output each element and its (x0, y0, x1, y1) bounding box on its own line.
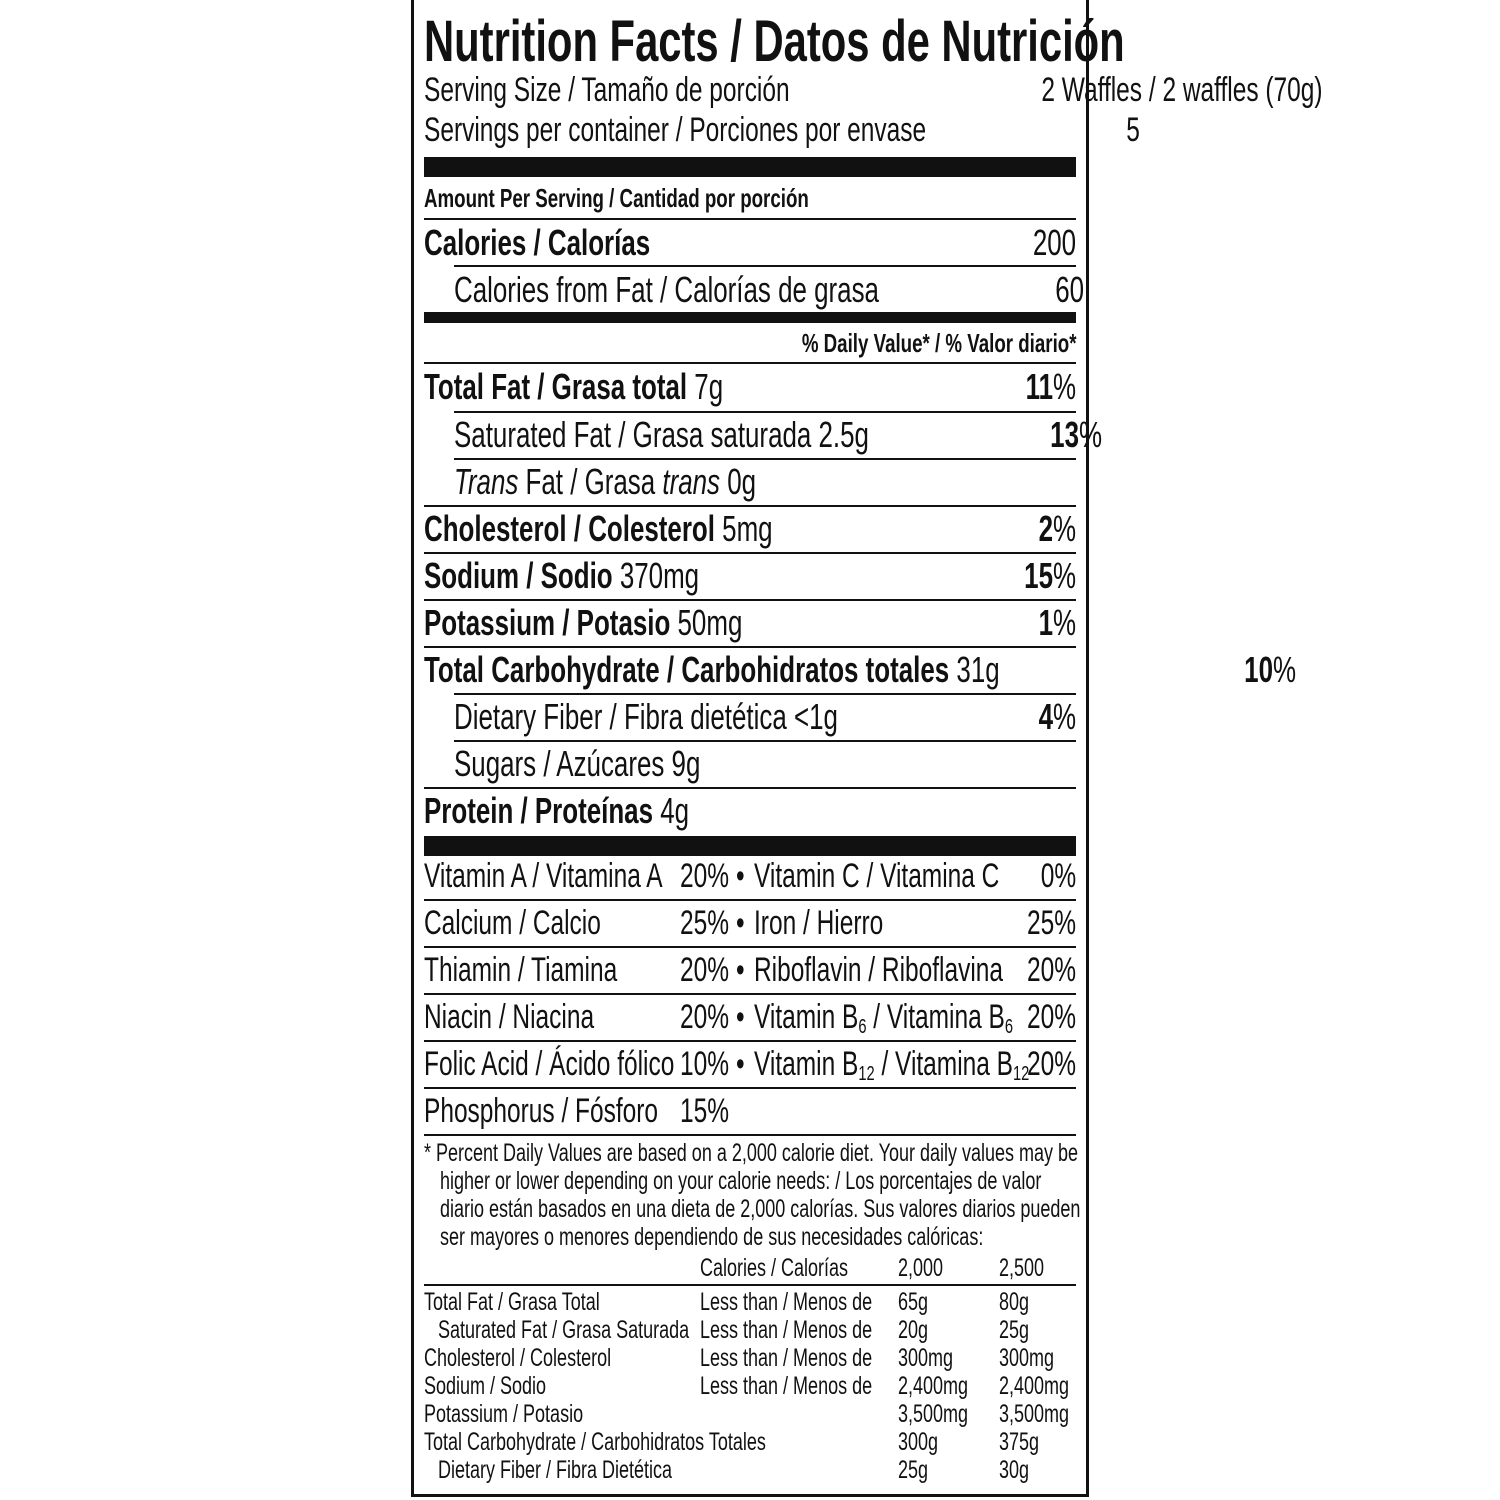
total-carb-pct: 10 (1243, 649, 1273, 690)
divider (424, 1040, 1076, 1042)
divider (454, 265, 1076, 267)
vitamin-label: Vitamin C / Vitamina C (754, 857, 1000, 895)
nutrient-row-saturated-fat: Saturated Fat / Grasa saturada 2.5g 13% (454, 414, 1103, 455)
cholesterol-amount: 5mg (722, 508, 773, 549)
ref-value-2500: 30g (999, 1456, 1030, 1484)
vitamin-pct: 20% (1026, 951, 1076, 989)
vitamin-row (424, 857, 1076, 901)
protein-amount: 4g (660, 790, 690, 831)
divider (424, 946, 1076, 948)
vitamin-label: Vitamin $B_6$ / Vitamina $B_6$ (754, 998, 1013, 1039)
total-carb-label: Total Carbohydrate / Carbohidratos totales (424, 649, 950, 690)
vitamin-row (424, 904, 1076, 948)
servings-value: 5 (1126, 110, 1141, 149)
divider (424, 1087, 1076, 1089)
bullet: • (736, 951, 745, 989)
ref-limit: Less than / Menos de (700, 1344, 873, 1372)
fiber-pct: 4 (1038, 696, 1053, 737)
calories-label: Calories / Calorías (424, 222, 651, 263)
nutrient-row-cholesterol: Cholesterol / Colesterol 5mg 2% (424, 508, 1076, 549)
calories-value: 200 (1032, 222, 1076, 263)
vitamin-label: Iron / Hierro (754, 904, 884, 942)
footnote-line: higher or lower depending on your calorie needs: / Los porcentajes de valor (440, 1167, 1042, 1195)
divider (424, 1134, 1076, 1136)
nutrient-row-total-fat: Total Fat / Grasa total 7g 11% (424, 366, 1076, 407)
vitamin-pct: 0% (1040, 857, 1076, 895)
sugars-label: Sugars / Azúcares 9g (454, 743, 701, 784)
nutrient-row-sugars (454, 741, 1076, 787)
vitamin-label: Vitamin $B_{12}$ / Vitamina $B_{12}$ (754, 1045, 1030, 1086)
ref-value-2500: 300mg (999, 1344, 1055, 1372)
potassium-pct: 1 (1038, 602, 1053, 643)
ref-value-2000: 2,400mg (898, 1372, 969, 1400)
ref-nutrient: Potassium / Potasio (424, 1400, 584, 1428)
sodium-pct: 15 (1024, 555, 1053, 596)
divider-thick (424, 836, 1076, 856)
serving-size-value: 2 Waffles / 2 waffles (70g) (1041, 70, 1323, 109)
amount-header: Amount Per Serving / Cantidad por porción (424, 182, 809, 213)
sodium-amount: 370mg (619, 555, 700, 596)
vitamin-row (424, 1092, 1076, 1136)
protein-label: Protein / Proteínas (424, 790, 654, 831)
label-title: Nutrition Facts / Datos de Nutrición (424, 8, 1125, 74)
sodium-label: Sodium / Sodio (424, 555, 613, 596)
vitamin-label: Vitamin A / Vitamina A (424, 857, 663, 895)
ref-value-2500: 25g (999, 1316, 1030, 1344)
vitamin-pct: 25% (680, 904, 730, 942)
bullet: • (736, 904, 745, 942)
vitamin-pct: 10% (680, 1045, 730, 1083)
nutrient-row-total-carbohydrate: Total Carbohydrate / Carbohidratos totales 31g 10% (424, 649, 1296, 690)
calories-row (424, 222, 1076, 264)
ref-nutrient: Total Carbohydrate / Carbohidratos Totales (424, 1428, 766, 1456)
ref-header-2000: 2,000 (898, 1254, 944, 1282)
vitamin-label: Riboflavin / Riboflavina (754, 951, 1004, 989)
nutrient-row-sodium: Sodium / Sodio 370mg 15% (424, 555, 1076, 596)
ref-value-2000: 3,500mg (898, 1400, 969, 1428)
trans-fat-label: Trans Fat / Grasa trans 0g (454, 461, 757, 502)
nutrient-row-trans-fat (454, 459, 1076, 505)
saturated-fat-pct: 13 (1050, 414, 1080, 455)
vitamin-label: Phosphorus / Fósforo (424, 1092, 659, 1130)
ref-value-2000: 300mg (898, 1344, 954, 1372)
calories-fat-label: Calories from Fat / Calorías de grasa (454, 269, 879, 310)
bullet: • (736, 1045, 745, 1083)
servings-row (424, 110, 1141, 150)
saturated-fat-label: Saturated Fat / Grasa saturada 2.5g (454, 414, 869, 455)
vitamin-pct: 20% (680, 951, 730, 989)
ref-nutrient: Total Fat / Grasa Total (424, 1288, 600, 1316)
ref-value-2000: 300g (898, 1428, 939, 1456)
vitamin-row (424, 1045, 1076, 1089)
ref-value-2500: 3,500mg (999, 1400, 1070, 1428)
bullet: • (736, 998, 745, 1036)
cholesterol-pct: 2 (1038, 508, 1053, 549)
serving-size-label: Serving Size / Tamaño de porción (424, 70, 790, 109)
ref-limit: Less than / Menos de (700, 1288, 873, 1316)
ref-header-2500: 2,500 (999, 1254, 1045, 1282)
cholesterol-label: Cholesterol / Colesterol (424, 508, 715, 549)
ref-nutrient: Saturated Fat / Grasa Saturada (438, 1316, 690, 1344)
total-carb-amount: 31g (956, 649, 1000, 690)
serving-size-row (424, 70, 1323, 110)
potassium-amount: 50mg (677, 602, 743, 643)
total-fat-pct: 11 (1025, 366, 1053, 407)
ref-header-calories: Calories / Calorías (700, 1254, 849, 1282)
ref-value-2500: 80g (999, 1288, 1030, 1316)
divider (424, 899, 1076, 901)
potassium-label: Potassium / Potasio (424, 602, 671, 643)
divider (424, 218, 1076, 220)
servings-label: Servings per container / Porciones por envase (424, 110, 927, 149)
vitamin-label: Folic Acid / Ácido fólico (424, 1045, 675, 1083)
footnote-line: diario están basados en una dieta de 2,000 calorías. Sus valores diarios pueden (440, 1195, 1081, 1223)
divider (424, 1284, 1076, 1286)
vitamin-label: Thiamin / Tiamina (424, 951, 618, 989)
vitamin-label: Calcium / Calcio (424, 904, 601, 942)
label-title-row (424, 6, 1125, 76)
vitamin-row (424, 951, 1076, 995)
vitamin-pct: 20% (1026, 998, 1076, 1036)
divider (424, 993, 1076, 995)
vitamin-pct: 15% (680, 1092, 730, 1130)
vitamin-pct: 20% (1026, 1045, 1076, 1083)
ref-value-2000: 65g (898, 1288, 929, 1316)
fiber-label: Dietary Fiber / Fibra dietética <1g (454, 696, 838, 737)
divider-medium (424, 312, 1076, 323)
calories-fat-row (454, 268, 1085, 312)
total-fat-amount: 7g (694, 366, 724, 407)
nutrient-row-dietary-fiber: Dietary Fiber / Fibra dietética <1g 4% (454, 696, 1076, 737)
ref-value-2000: 25g (898, 1456, 929, 1484)
ref-nutrient: Dietary Fiber / Fibra Dietética (438, 1456, 673, 1484)
vitamin-pct: 20% (680, 998, 730, 1036)
nutrient-row-protein (424, 788, 1076, 834)
total-fat-label: Total Fat / Grasa total (424, 366, 688, 407)
daily-value-header-row (424, 326, 1076, 360)
nutrition-facts-label (411, 0, 1323, 1497)
footnote-line: ser mayores o menores dependiendo de sus necesidades calóricas: (440, 1223, 984, 1251)
ref-limit: Less than / Menos de (700, 1372, 873, 1400)
ref-limit: Less than / Menos de (700, 1316, 873, 1344)
bullet: • (736, 857, 745, 895)
vitamin-label: Niacin / Niacina (424, 998, 595, 1036)
ref-nutrient: Sodium / Sodio (424, 1372, 547, 1400)
vitamin-pct: 25% (1026, 904, 1076, 942)
daily-value-header: % Daily Value* / % Valor diario* (801, 327, 1076, 358)
amount-header-row (424, 180, 1076, 216)
ref-value-2000: 20g (898, 1316, 929, 1344)
ref-value-2500: 375g (999, 1428, 1040, 1456)
ref-value-2500: 2,400mg (999, 1372, 1070, 1400)
footnote-line: * Percent Daily Values are based on a 2,000 calorie diet. Your daily values may be (424, 1139, 1079, 1167)
vitamin-row (424, 998, 1076, 1042)
vitamin-pct: 20% (680, 857, 730, 895)
divider-thick (424, 157, 1076, 177)
calories-fat-value: 60 (1055, 269, 1085, 310)
nutrient-row-potassium: Potassium / Potasio 50mg 1% (424, 602, 1076, 643)
ref-nutrient: Cholesterol / Colesterol (424, 1344, 612, 1372)
